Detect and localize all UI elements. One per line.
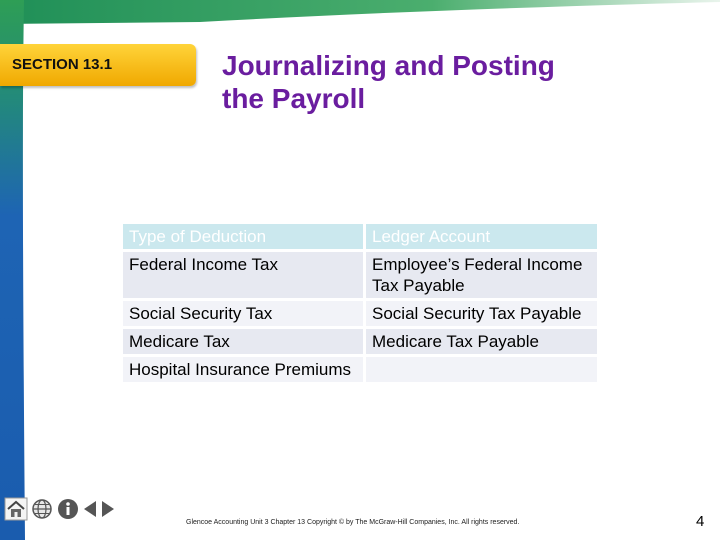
table-cell: Medicare Tax Payable [365,328,599,356]
page-title [222,49,642,115]
table-cell: Social Security Tax Payable [365,300,599,328]
table-row [122,356,599,384]
section-tab [0,44,196,86]
table-cell: Hospital Insurance Premiums [122,356,365,384]
table-row [122,251,599,300]
table-cell: Social Security Tax [122,300,365,328]
header-ledger-account: Ledger Account [365,223,599,251]
deduction-table [120,221,600,385]
page-number: 4 [696,513,705,530]
page-title-line-1: Journalizing and Posting [222,50,555,81]
info-icon[interactable] [56,497,80,521]
footer-copyright: Glencoe Accounting Unit 3 Chapter 13 Copyright © by The McGraw-Hill Companies, Inc. All rights reserved. [186,519,520,526]
globe-icon[interactable] [30,497,54,521]
table-cell: Employee’s Federal Income Tax Payable [365,251,599,300]
table-cell [365,356,599,384]
section-label: SECTION 13.1 [12,56,113,73]
page-title-line-2: the Payroll [222,83,366,114]
top-decorative-band [0,0,720,24]
table-row [122,300,599,328]
table-row [122,328,599,356]
header-type-of-deduction: Type of Deduction [122,223,365,251]
table-cell: Medicare Tax [122,328,365,356]
home-icon[interactable] [4,497,28,521]
table-header-row [122,223,599,251]
next-arrow-icon[interactable] [100,497,116,521]
previous-arrow-icon[interactable] [82,497,98,521]
table-cell: Federal Income Tax [122,251,365,300]
